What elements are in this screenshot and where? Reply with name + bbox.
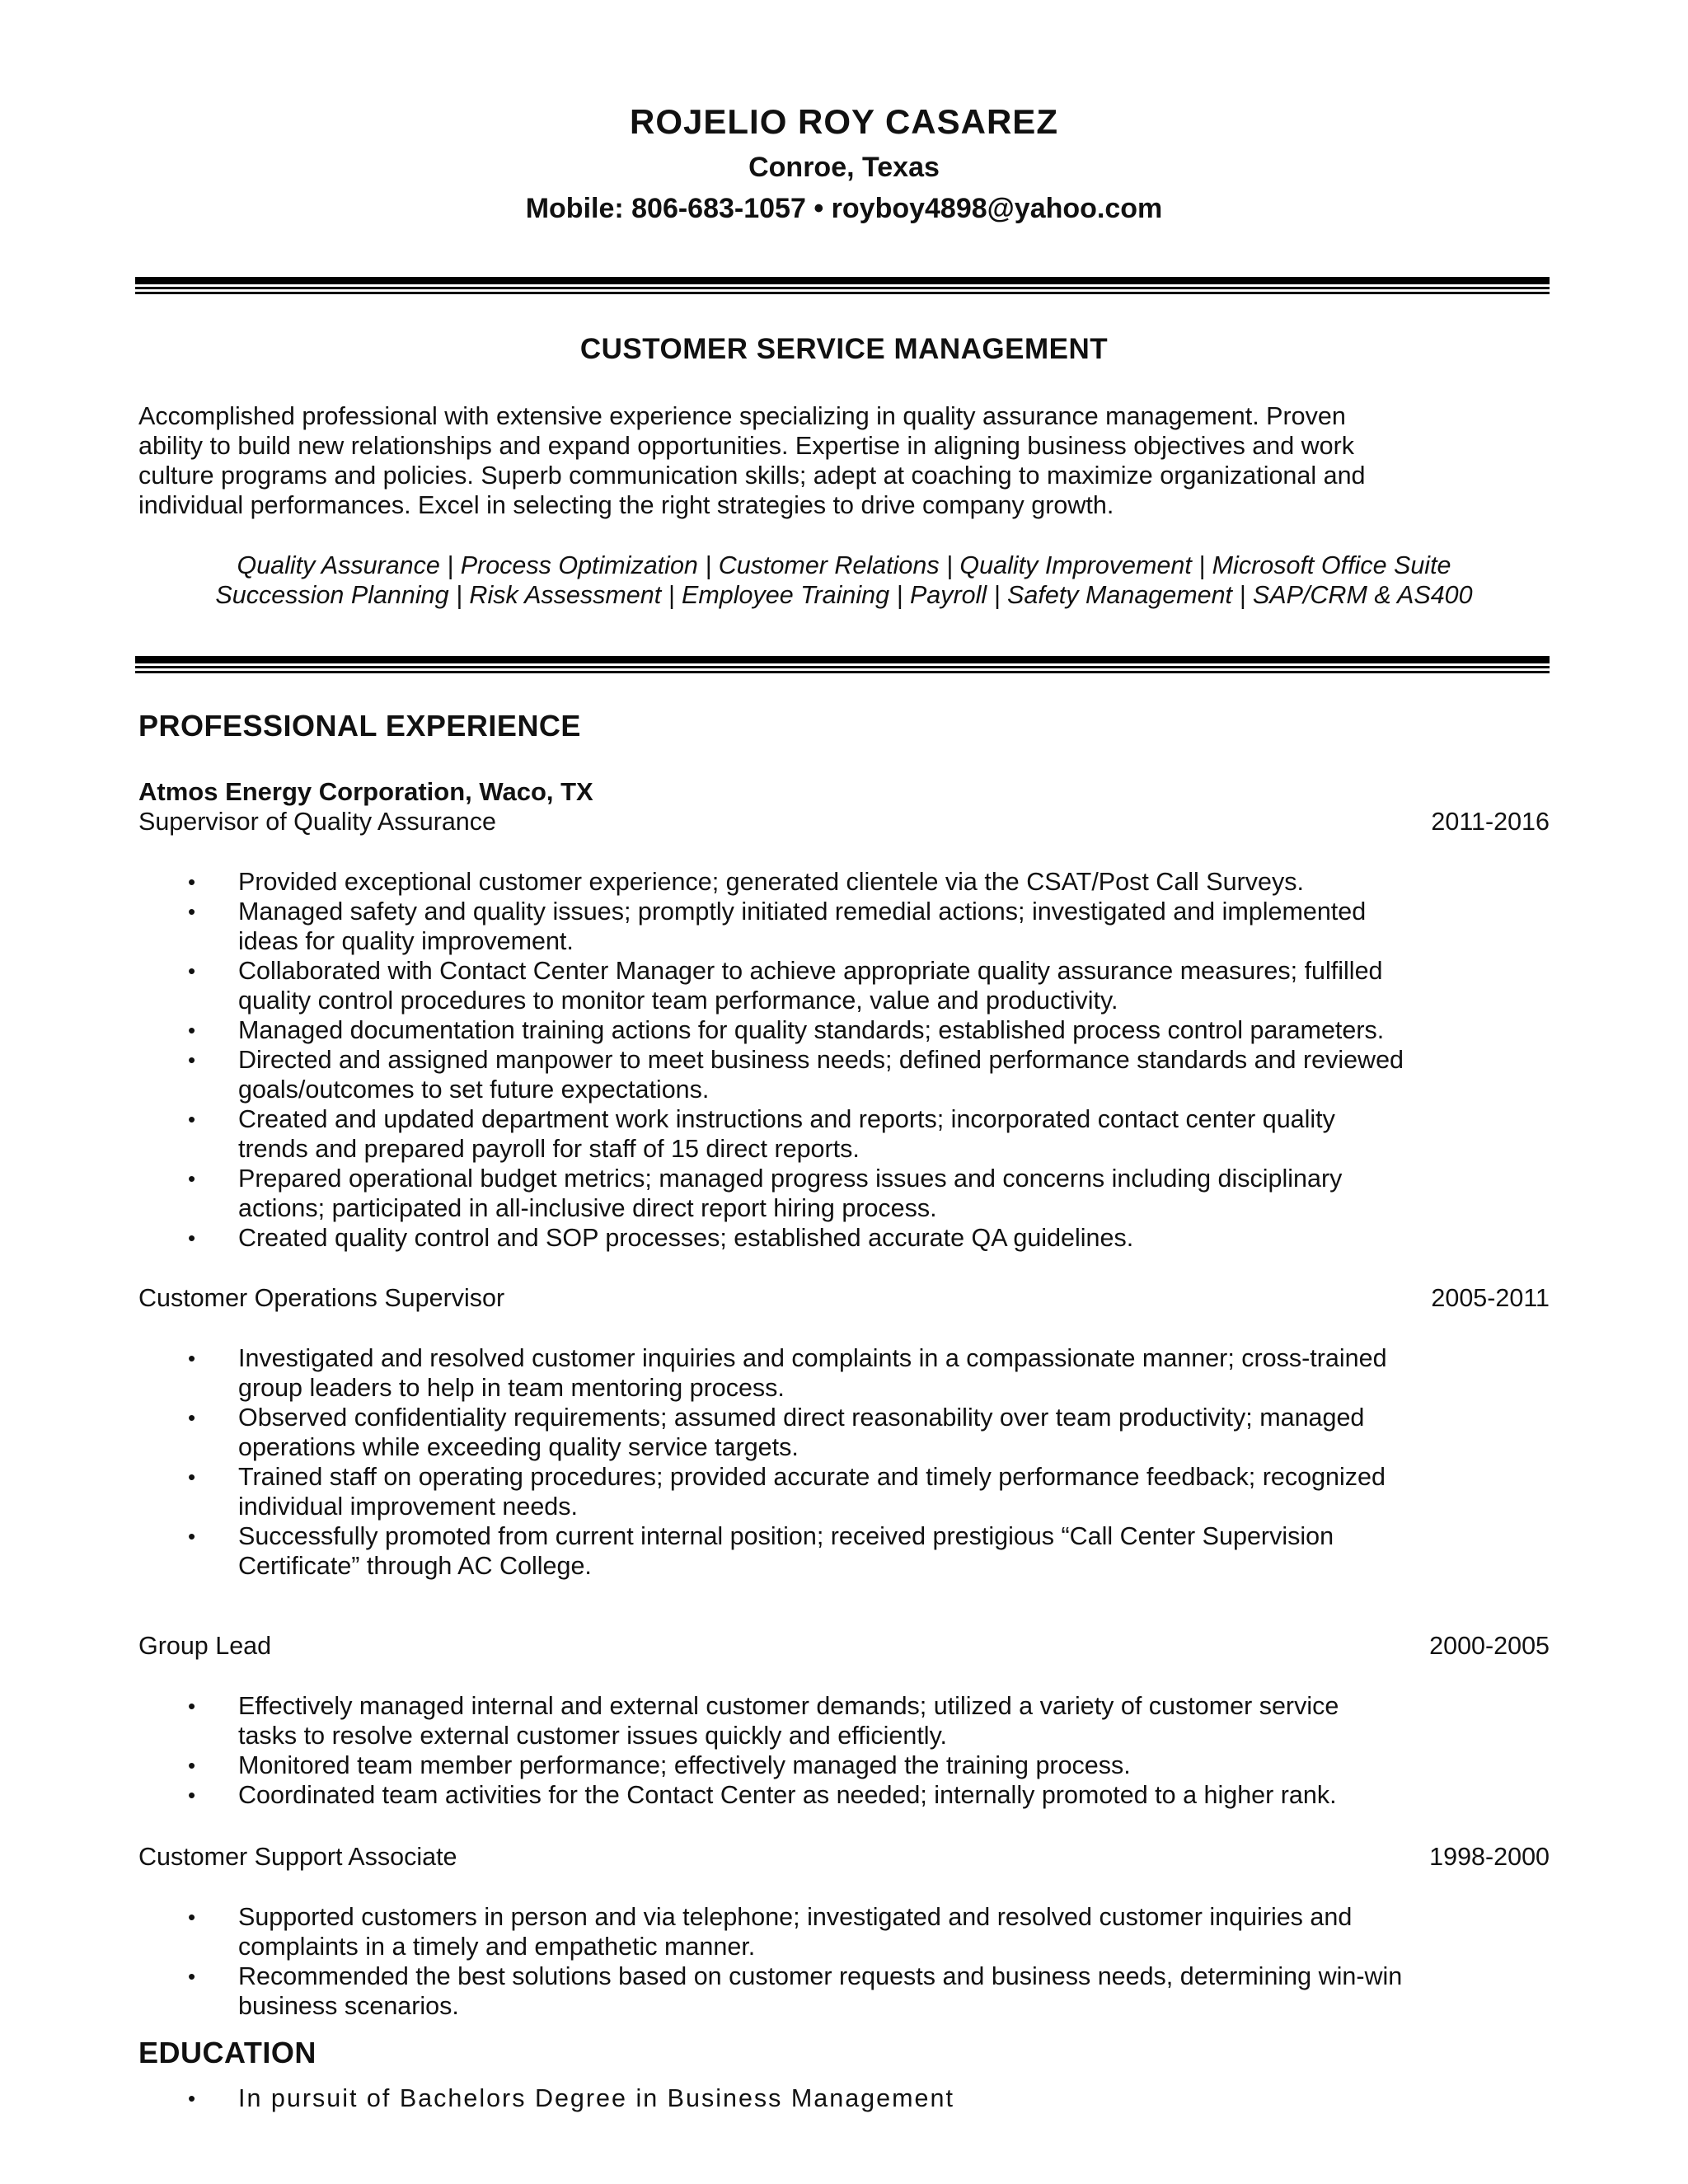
candidate-location: Conroe, Texas: [748, 152, 940, 183]
bullet-item: • Directed and assigned manpower to meet business needs; defined performance standards and reviewed goals/outcomes to set future expectations.: [188, 1046, 1404, 1104]
job-role: [138, 1632, 1550, 1663]
bullet-item: • Created and updated department work instructions and reports; incorporated contact center quality trends and prepared payroll for staff of 15 direct reports.: [188, 1105, 1335, 1163]
job-bullets: [138, 1902, 1550, 2021]
bullet-item: • Created quality control and SOP processes; established accurate QA guidelines.: [188, 1224, 1134, 1252]
bullet-item: • Observed confidentiality requirements; assumed direct reasonability over team productivity; managed operations while exceeding quality service targets.: [188, 1404, 1365, 1461]
summary-paragraph: [138, 401, 1550, 520]
bullet-icon: •: [188, 1107, 196, 1132]
professional-headline: CUSTOMER SERVICE MANAGEMENT: [579, 333, 1109, 365]
summary-line: individual performances. Excel in selecting the right strategies to drive company growth.: [138, 491, 1114, 519]
bullet-item: • Provided exceptional customer experience; generated clientele via the CSAT/Post Call Surveys.: [188, 868, 1304, 896]
bullet-icon: •: [188, 2086, 198, 2111]
bullet-icon: •: [188, 1346, 196, 1371]
bullet-item: • Investigated and resolved customer inquiries and complaints in a compassionate manner; cross-trained group leaders to help in team mentoring process.: [188, 1344, 1387, 1402]
job-title: Supervisor of Quality Assurance: [138, 808, 496, 836]
skills-line: Succession Planning | Risk Assessment | Employee Training | Payroll | Safety Management | SAP/CRM & AS400: [215, 581, 1473, 609]
education-item: • In pursuit of Bachelors Degree in Business Management: [188, 2084, 954, 2112]
job-dates: 2005-2011: [1431, 1284, 1550, 1312]
bullet-icon: •: [188, 1905, 196, 1929]
job-role: [138, 1843, 1550, 1874]
bullet-icon: •: [188, 1047, 196, 1072]
header-divider: [135, 277, 1550, 294]
education-list: [138, 2083, 1550, 2113]
bullet-icon: •: [188, 1524, 196, 1549]
bullet-icon: •: [188, 1018, 196, 1043]
bullet-icon: •: [188, 1465, 196, 1489]
company-name: Atmos Energy Corporation, Waco, TX: [138, 777, 593, 806]
job-dates: 1998-2000: [1429, 1843, 1550, 1871]
skills-line: Quality Assurance | Process Optimization | Customer Relations | Quality Improvement | Microsoft Office Suite: [237, 551, 1451, 579]
bullet-icon: •: [188, 1694, 196, 1718]
job-bullets: [138, 1343, 1550, 1581]
summary-line: culture programs and policies. Superb communication skills; adept at coaching to maximize organizational and: [138, 462, 1366, 490]
bullet-item: • Managed safety and quality issues; promptly initiated remedial actions; investigated and implemented ideas for quality improvement.: [188, 898, 1367, 955]
bullet-item: • Managed documentation training actions for quality standards; established process control parameters.: [188, 1016, 1385, 1044]
job-dates: 2011-2016: [1431, 808, 1550, 836]
bullet-item: • Prepared operational budget metrics; managed progress issues and concerns including disciplinary actions; participated in all-inclusive direct report hiring process.: [188, 1165, 1343, 1222]
bullet-icon: •: [188, 1226, 196, 1250]
bullet-icon: •: [188, 1753, 196, 1778]
experience-heading: PROFESSIONAL EXPERIENCE: [138, 709, 581, 743]
summary-divider: [135, 656, 1550, 673]
bullet-item: • Effectively managed internal and external customer demands; utilized a variety of customer service tasks to resolve external customer issues quickly and efficiently.: [188, 1692, 1339, 1750]
education-heading: EDUCATION: [138, 2036, 316, 2069]
bullet-icon: •: [188, 958, 196, 983]
candidate-name: ROJELIO ROY CASAREZ: [630, 102, 1058, 141]
summary-line: ability to build new relationships and expand opportunities. Expertise in aligning business objectives and work: [138, 432, 1355, 460]
bullet-item: • Collaborated with Contact Center Manager to achieve appropriate quality assurance measures; fulfilled quality control procedures to monitor team performance, value and productivity.: [188, 957, 1383, 1015]
skills-list: [138, 551, 1550, 610]
bullet-icon: •: [188, 869, 196, 894]
bullet-item: • Coordinated team activities for the Contact Center as needed; internally promoted to a higher rank.: [188, 1781, 1337, 1809]
candidate-contact: Mobile: 806-683-1057 • royboy4898@yahoo.com: [525, 193, 1163, 224]
bullet-item: • Trained staff on operating procedures; provided accurate and timely performance feedback; recognized individual improvement needs.: [188, 1463, 1386, 1521]
bullet-icon: •: [188, 1166, 196, 1191]
job-title: Customer Operations Supervisor: [138, 1284, 505, 1312]
resume-page: [138, 0, 1550, 2184]
job-bullets: [138, 1691, 1550, 1810]
bullet-item: • Recommended the best solutions based on customer requests and business needs, determining win-win business scenarios.: [188, 1962, 1403, 2020]
bullet-icon: •: [188, 899, 196, 924]
job-bullets: [138, 867, 1550, 1253]
summary-line: Accomplished professional with extensive experience specializing in quality assurance management. Proven: [138, 402, 1346, 430]
job-dates: 2000-2005: [1429, 1632, 1550, 1660]
bullet-icon: •: [188, 1783, 196, 1807]
bullet-icon: •: [188, 1405, 196, 1430]
job-title: Group Lead: [138, 1632, 272, 1660]
bullet-item: • Monitored team member performance; effectively managed the training process.: [188, 1751, 1131, 1779]
job-title: Customer Support Associate: [138, 1843, 457, 1871]
bullet-icon: •: [188, 1964, 196, 1989]
job-role: [138, 1284, 1550, 1315]
bullet-item: • Successfully promoted from current internal position; received prestigious “Call Center Supervision Certificate” through AC College.: [188, 1522, 1334, 1580]
bullet-item: • Supported customers in person and via telephone; investigated and resolved customer inquiries and complaints in a timely and empathetic manner.: [188, 1903, 1353, 1961]
job-role: [138, 808, 1550, 839]
